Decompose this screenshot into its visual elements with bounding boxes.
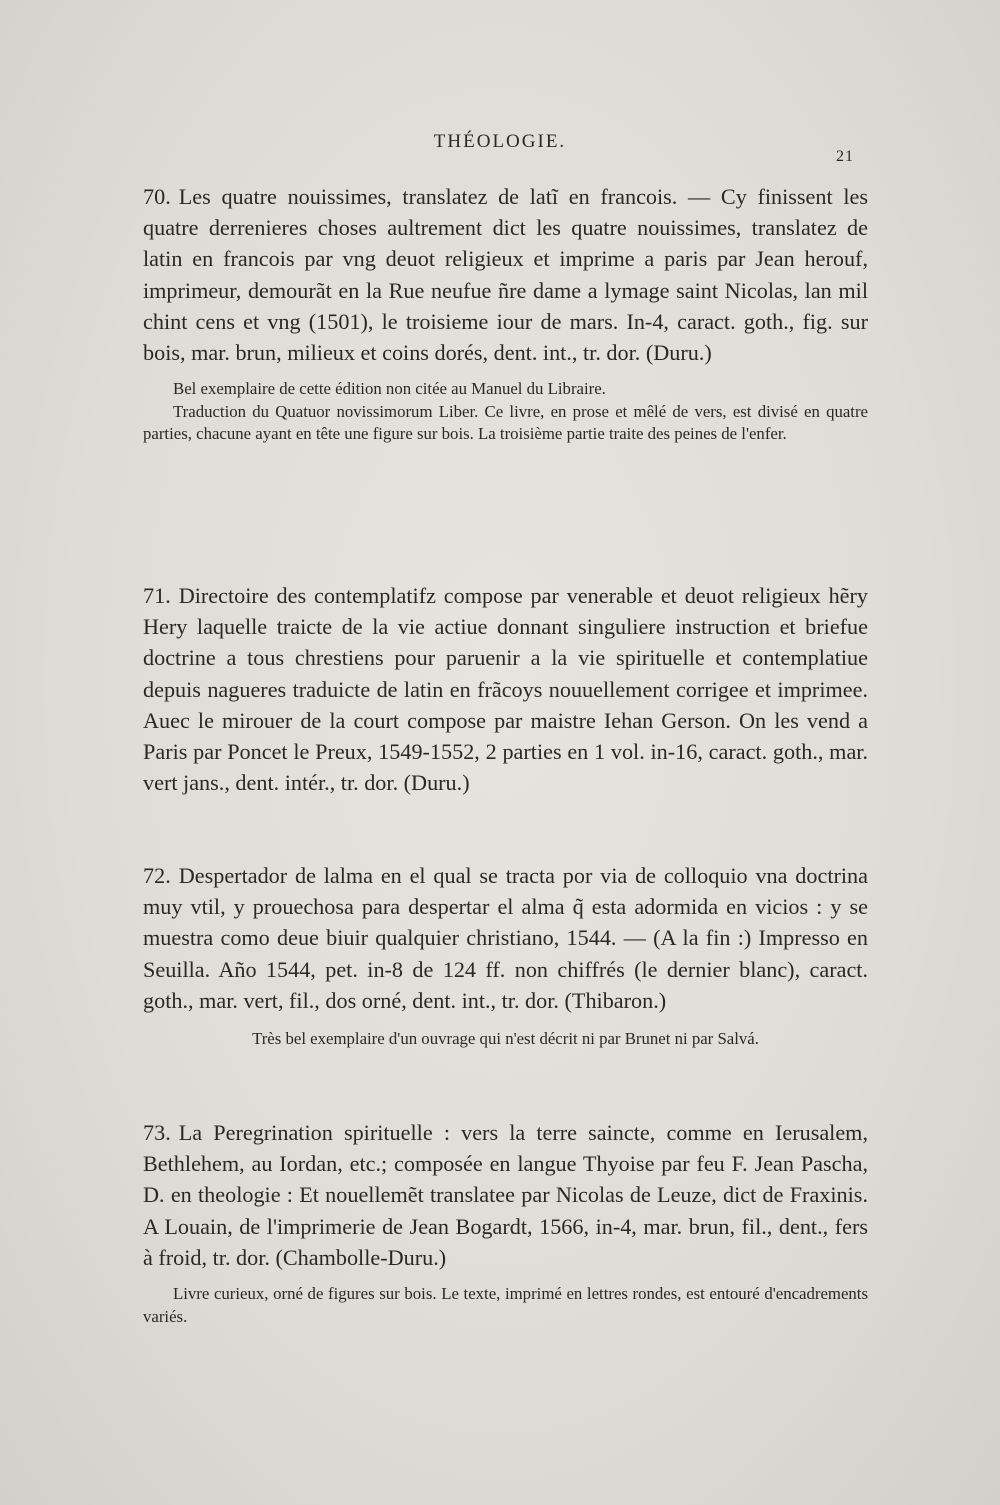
catalog-entry-73 bbox=[143, 1117, 868, 1328]
entry-description: Directoire des contemplatifz compose par venerable et deuot religieux hẽry Hery laquelle traicte de la vie actiue donnant singuliere instruction et briefue doctrine a tous chrestiens pour paruenir a la vie spirituelle et contemplatiue depuis nagueres traduicte de latin en frãcoys nouuellement corrigee et imprimee. Auec le mirouer de la court compose par maistre Iehan Gerson. On les vend a Paris par Poncet le Preux, 1549-1552, 2 parties en 1 vol. in-16, caract. goth., mar. vert jans., dent. intér., tr. dor. (Duru.) bbox=[143, 583, 868, 796]
entry-text bbox=[143, 580, 868, 798]
entry-number: 70. bbox=[143, 184, 171, 209]
entry-description: La Peregrination spirituelle : vers la terre saincte, comme en Ierusalem, Bethlehem, au Iordan, etc.; composée en langue Thyoise par feu F. Jean Pascha, D. en theologie : Et nouellemẽt translatee par Nicolas de Leuze, dict de Fraxinis. A Louain, de l'imprimerie de Jean Bogardt, 1566, in-4, mar. brun, fil., dent., fers à froid, tr. dor. (Chambolle-Duru.) bbox=[143, 1120, 868, 1270]
catalog-entry-70 bbox=[143, 181, 868, 446]
page-number: 21 bbox=[836, 148, 854, 165]
entry-number: 72. bbox=[143, 863, 171, 888]
note-paragraph: Très bel exemplaire d'un ouvrage qui n'est décrit ni par Brunet ni par Salvá. bbox=[252, 1029, 759, 1049]
entry-number: 71. bbox=[143, 583, 171, 608]
entry-notes bbox=[143, 1028, 868, 1051]
entry-notes bbox=[143, 1283, 868, 1328]
entry-description: Despertador de lalma en el qual se tracta por via de colloquio vna doctrina muy vtil, y prouechosa para despertar el alma q̃ esta adormida en vicios : y se muestra como deue biuir qualquier christiano, 1544. — (A la fin :) Impresso en Seuilla. Año 1544, pet. in-8 de 124 ff. non chiffrés (le dernier blanc), caract. goth., mar. vert, fil., dos orné, dent. int., tr. dor. (Thibaron.) bbox=[143, 863, 868, 1013]
entry-description: Les quatre nouissimes, translatez de latĩ en francois. — Cy finissent les quatre derrenieres choses aultrement dict les quatre nouissimes, translatez de latin en francois par vng deuot religieux et imprime a paris par Jean herouf, imprimeur, demourãt en la Rue neufue ñre dame a lymage saint Nicolas, lan mil chint cens et vng (1501), le troisieme iour de mars. In-4, caract. goth., fig. sur bois, mar. brun, milieux et coins dorés, dent. int., tr. dor. (Duru.) bbox=[143, 184, 868, 366]
note-paragraph: Bel exemplaire de cette édition non citée au Manuel du Libraire. bbox=[173, 379, 606, 399]
note-paragraph: Livre curieux, orné de figures sur bois. Le texte, imprimé en lettres rondes, est entouré d'encadrements variés. bbox=[143, 1284, 868, 1326]
entry-text bbox=[143, 860, 868, 1016]
catalog-entry-72 bbox=[143, 860, 868, 1051]
entry-notes bbox=[143, 378, 868, 446]
entry-text bbox=[143, 1117, 868, 1273]
catalog-entry-71 bbox=[143, 580, 868, 798]
running-head: THÉOLOGIE. bbox=[433, 131, 567, 152]
entry-number: 73. bbox=[143, 1120, 171, 1145]
entry-text bbox=[143, 181, 868, 368]
note-paragraph: Traduction du Quatuor novissimorum Liber. Ce livre, en prose et mêlé de vers, est divisé en quatre parties, chacune ayant en tête une figure sur bois. La troisième partie traite des peines de l'enfer. bbox=[143, 401, 868, 444]
